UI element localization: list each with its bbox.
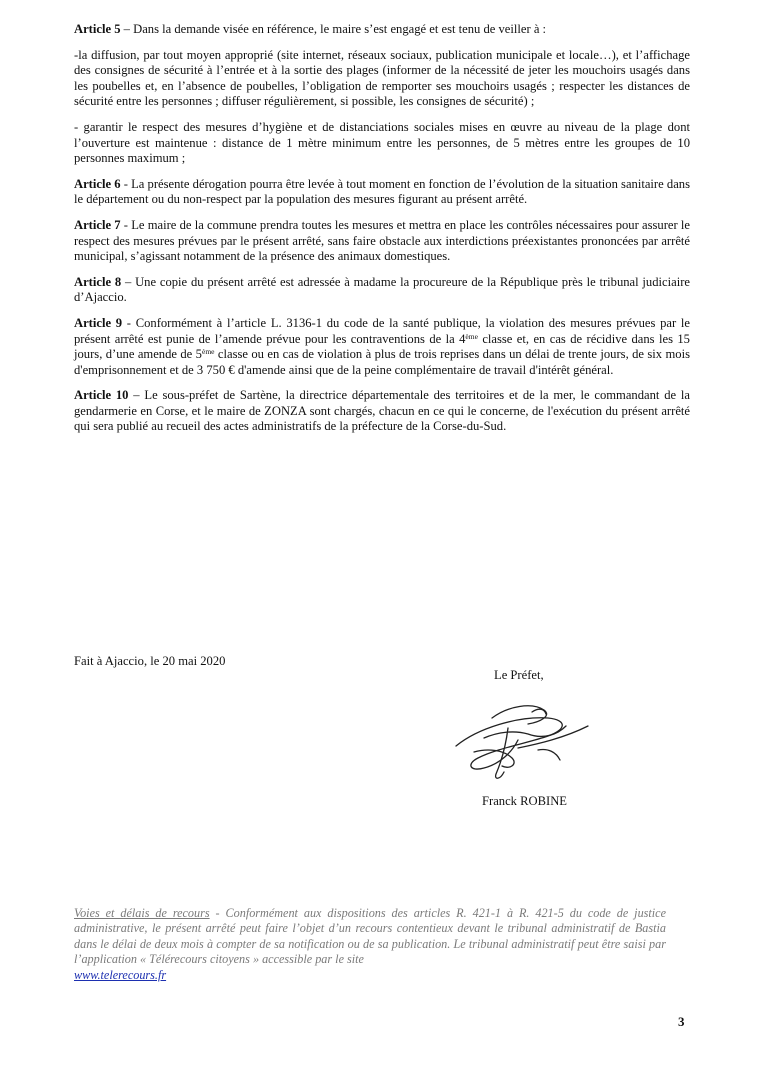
article-text: – Une copie du présent arrêté est adressée à madame la procureure de la République près le tribunal judiciaire d’Ajaccio. (74, 274, 690, 305)
telerecours-link[interactable]: www.telerecours.fr (74, 967, 167, 982)
article-text: - garantir le respect des mesures d’hygiène et de distanciations sociales mises en œuvre au niveau de la plage dont l’ouverture est maintenue : distance de 1 mètre minimum entre les personnes, de 5 mètres entre les groupes de 10 personnes maximum ; (74, 119, 690, 166)
article-text: - Le maire de la commune prendra toutes les mesures et mettra en place les contrôles nécessaires pour assurer le respect des mesures prévues par le présent arrêté, sans faire obstacle aux interdictions préexistantes prononcées par arrêté municipal, s’agissant notamment de la présence des animaux domestiques. (74, 217, 690, 264)
article-label: Article 5 (74, 22, 121, 36)
article-text: - Conformément à l’article L. 3136-1 du code de la santé publique, la violation des mesures prévues par le présent arrêté est punie de l’amende prévue pour les contraventions de la 4 (74, 315, 690, 346)
article-text: – Le sous-préfet de Sartène, la directrice départementale des territoires et de la mer, le commandant de la gendarmerie en Corse, et le maire de ZONZA sont chargés, chacun en ce qui le concerne, de l'exécution du présent arrêté qui sera publié au recueil des actes administratifs de la préfecture de la Corse-du-Sud. (74, 388, 690, 434)
article-5-item-hygiene (74, 120, 690, 167)
article-label: Article 9 (74, 315, 123, 330)
article-text: -la diffusion, par tout moyen approprié (site internet, réseaux sociaux, publication municipale et locale…), et l’affichage des consignes de sécurité à l’entrée et à la sortie des plages (informer de la nécessité de jeter les mouchoirs usagés dans les poubelles et, en l’absence de poubelles, l’obligation de remporter ses mouchoirs usagés ; respecter les distances de sécurité entre les personnes ; diffuser régulièrement, si possible, les consignes de sécurité) ; (74, 47, 690, 109)
place-date: Fait à Ajaccio, le 20 mai 2020 (74, 654, 226, 668)
article-label: Article 10 (74, 388, 129, 403)
article-label: Article 7 (74, 217, 121, 232)
appeal-notice (74, 906, 666, 983)
article-text: classe ou en cas de violation à plus de trois reprises dans un délai de trente jours, de six mois d'emprisonnement et de 3 750 € d'amende ainsi que de la peine complémentaire de travail d'intérêt général. (74, 347, 691, 377)
appeal-notice-title: Voies et délais de recours (74, 906, 210, 920)
article-text: - La présente dérogation pourra être levée à tout moment en fonction de l’évolution de la situation sanitaire dans le département ou du non-respect par la population des mesures figurant au présent arrêté. (74, 176, 690, 207)
superscript: ème (201, 347, 215, 357)
article-8 (74, 275, 690, 306)
article-text: – Dans la demande visée en référence, le maire s’est engagé et est tenu de veiller à : (120, 22, 547, 36)
article-label: Article 6 (74, 176, 121, 191)
article-5-item-diffusion (74, 48, 690, 110)
document-body (74, 22, 690, 445)
appeal-notice-text: - Conformément aux dispositions des articles R. 421-1 à R. 421-5 du code de justice administrative, le présent arrêté peut faire l’objet d’un recours contentieux devant le tribunal administratif de Bastia dans le délai de deux mois à compter de sa notification ou de sa publication. Le tribunal administratif peut être saisi par l’application « Télérecours citoyens » accessible par le site (74, 906, 666, 967)
signatory-name: Franck ROBINE (482, 794, 567, 808)
signatory-title: Le Préfet, (494, 668, 544, 682)
article-text: classe et, en cas de récidive dans les 15 jours, d’une amende de 5 (74, 331, 690, 362)
superscript: ème (465, 331, 478, 341)
article-9 (74, 316, 690, 378)
page-number: 3 (678, 1014, 685, 1029)
article-7 (74, 218, 690, 265)
article-6 (74, 177, 690, 208)
article-5 (74, 22, 690, 38)
signature-image (448, 688, 598, 788)
article-10 (74, 388, 690, 435)
article-label: Article 8 (74, 274, 122, 289)
